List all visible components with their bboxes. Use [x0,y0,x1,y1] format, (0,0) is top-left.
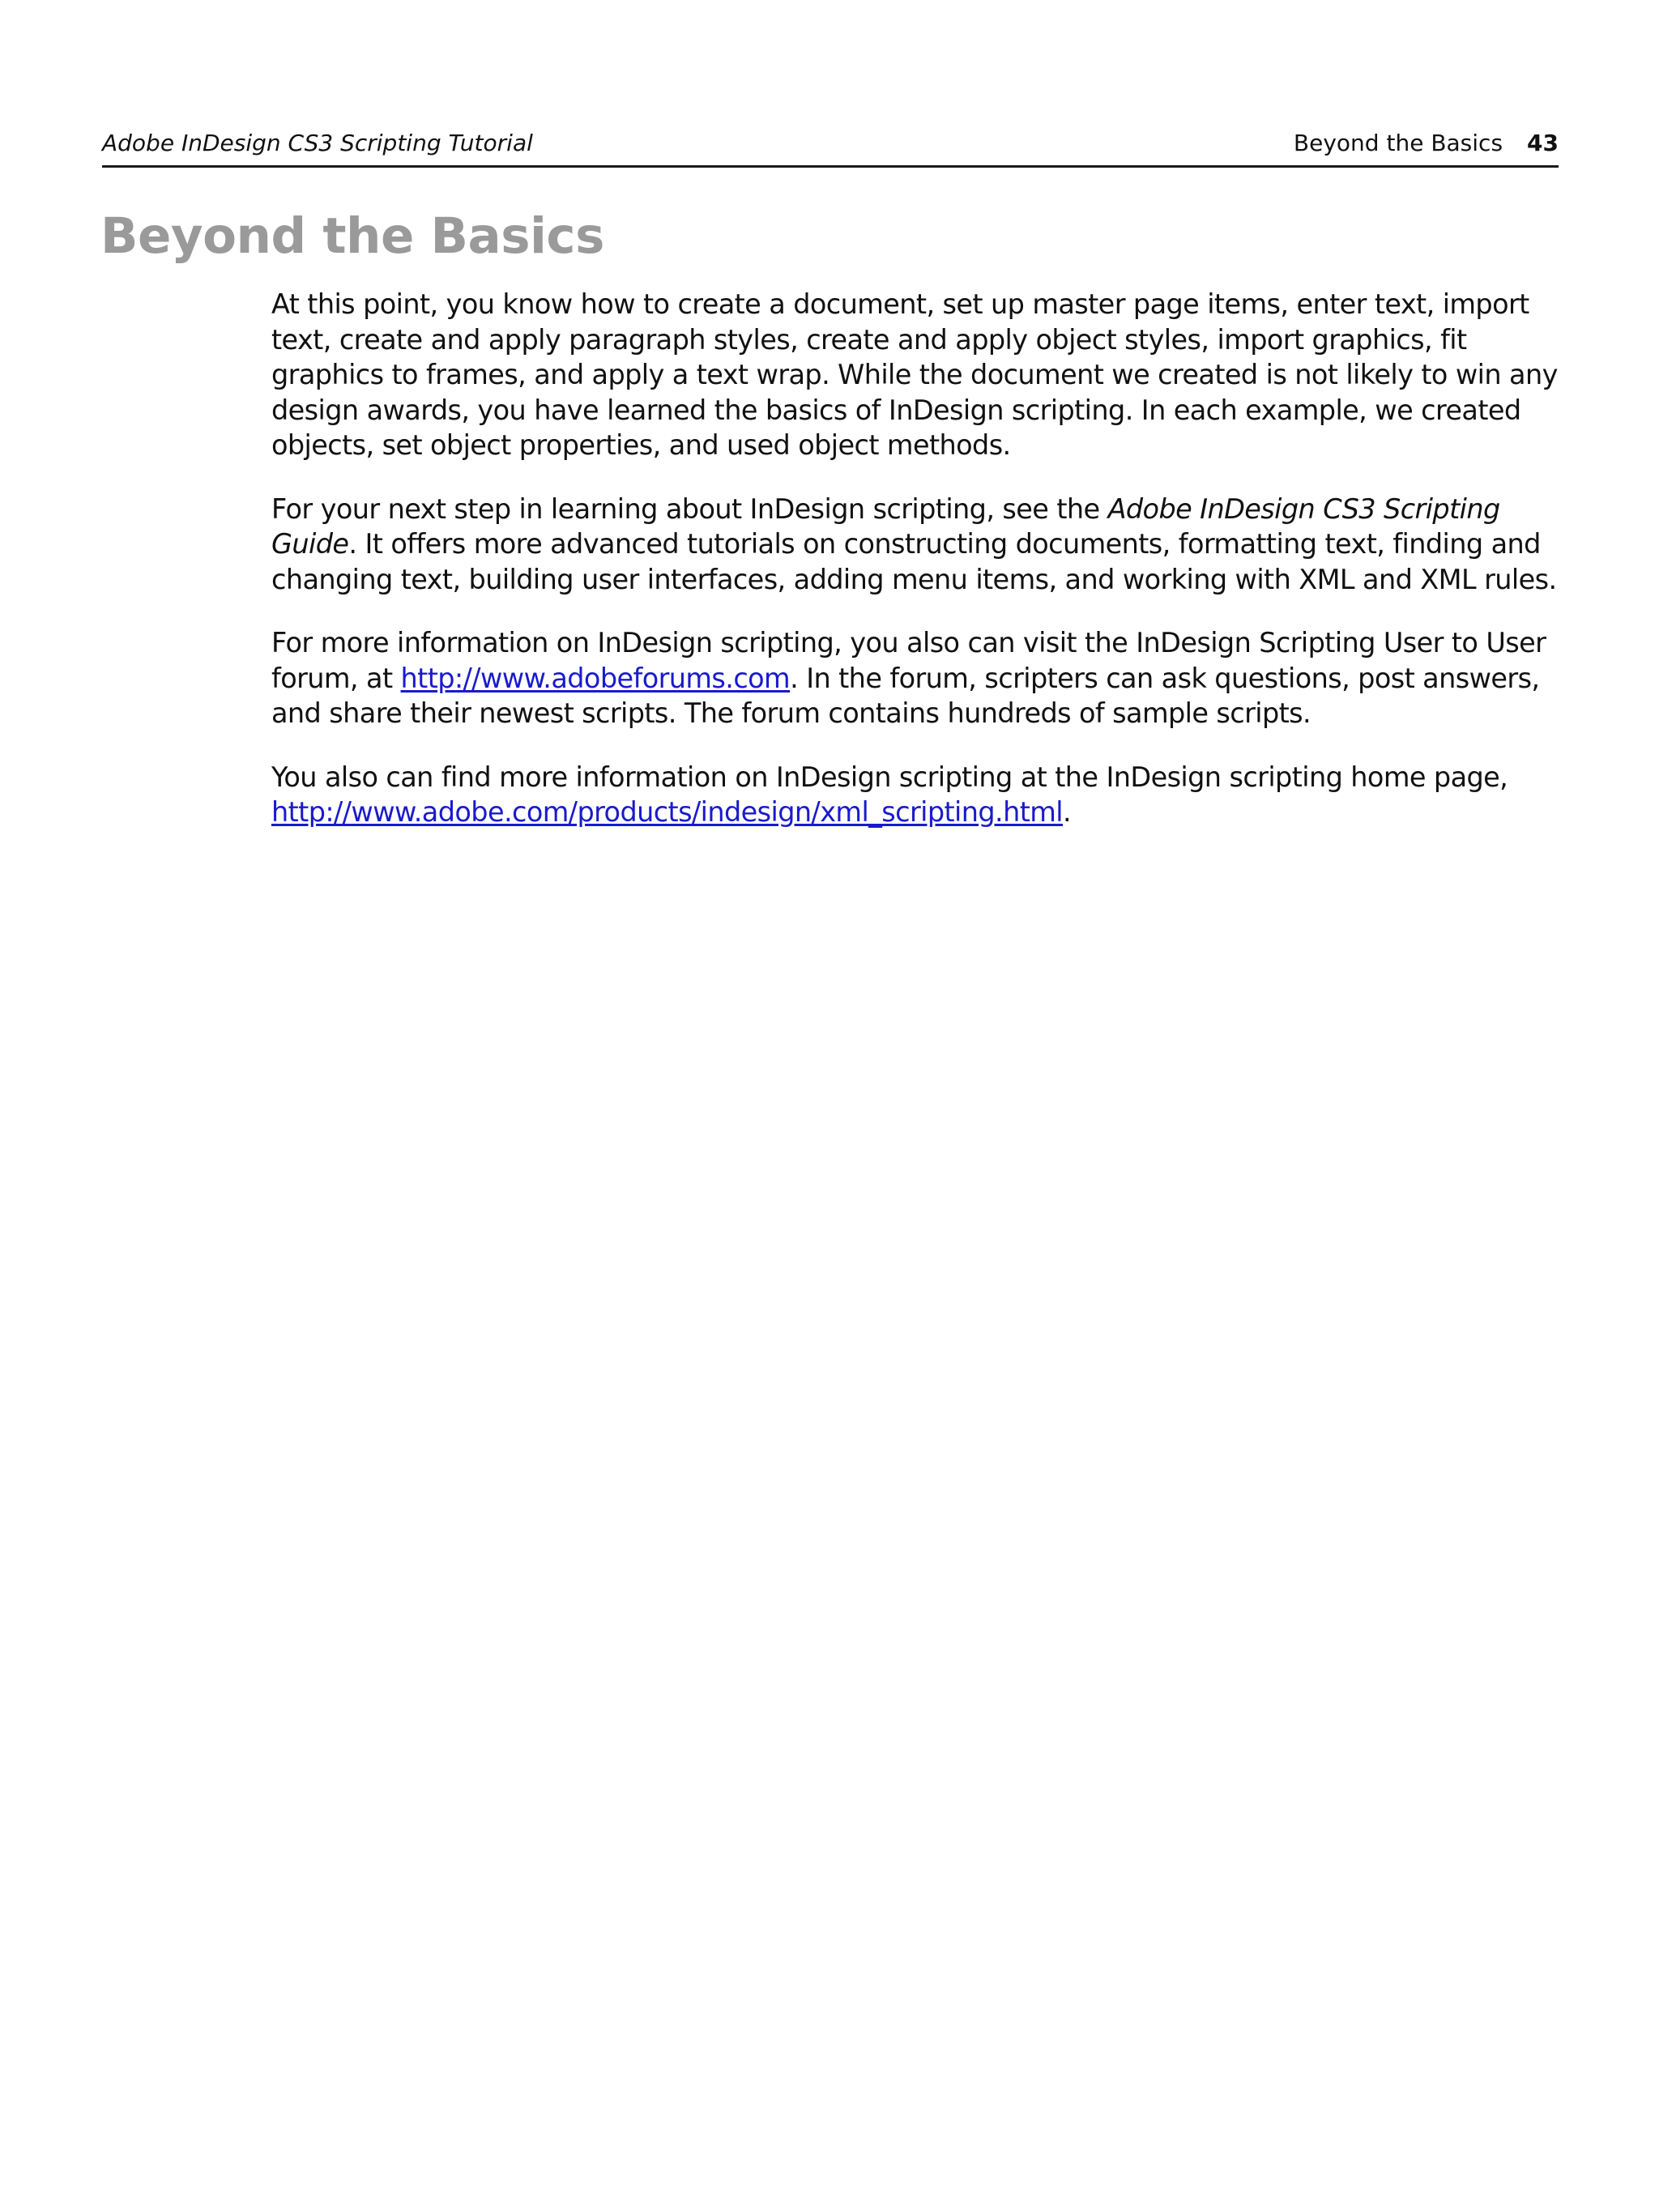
paragraph-next-step-text-end: . It offers more advanced tutorials on constructing documents, formatting text, finding and changing text, building user interfaces, adding menu items, and working with XML and XML rules. [271,528,1557,595]
paragraph-next-step [271,492,1559,598]
header-book-title: Adobe InDesign CS3 Scripting Tutorial [102,130,533,156]
body-text [271,287,1559,859]
paragraph-home-page-text-end: . [1063,796,1072,828]
running-header [102,128,1559,168]
paragraph-intro: At this point, you know how to create a document, set up master page items, enter text, import text, create and apply paragraph styles, create and apply object styles, import graphics, fit graphics to frames, and apply a text wrap. While the document we created is not likely to win any design awards, you have learned the basics of InDesign scripting. In each example, we created objects, set object properties, and used object methods. [271,288,1558,461]
header-right-group [1294,130,1559,156]
page-number: 43 [1527,130,1559,156]
chapter-title: Beyond the Basics [100,207,604,265]
scripting-home-page-link[interactable]: http://www.adobe.com/products/indesign/xml_scripting.html [271,796,1064,828]
scripting-guide-title: Adobe InDesign CS3 Scripting Guide [271,492,1500,560]
header-section-title: Beyond the Basics [1293,130,1503,156]
paragraph-home-page-text: You also can find more information on InDesign scripting at the InDesign scripting home page, [271,761,1508,793]
paragraph-forum-text: For more information on InDesign scripting, you also can visit the InDesign Scripting User to User forum, at [271,627,1546,694]
paragraph-next-step-text: For your next step in learning about InDesign scripting, see the [271,492,1108,525]
paragraph-home-page [271,760,1559,830]
paragraph-forum [271,625,1559,731]
adobeforums-link[interactable]: http://www.adobeforums.com [400,662,791,694]
paragraph-forum-text-end: . In the forum, scripters can ask questions, post answers, and share their newest scripts. The forum contains hundreds of sample scripts. [271,662,1540,729]
